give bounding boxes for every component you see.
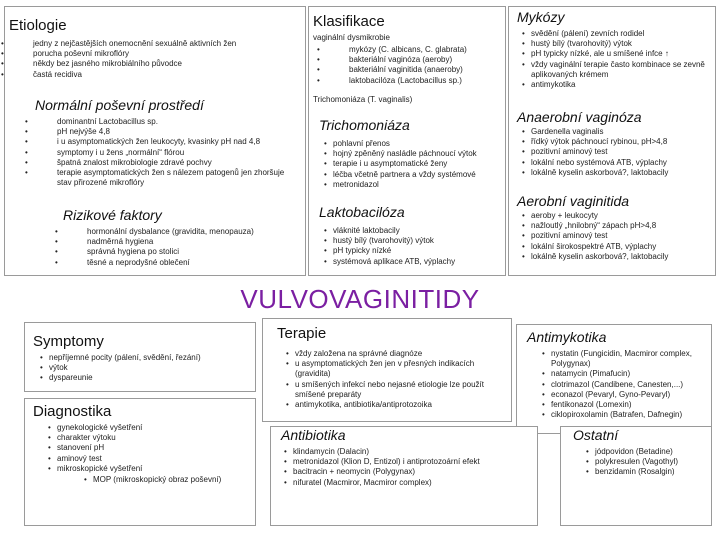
list-item: • dominantní Lactobacillus sp. [57, 117, 297, 127]
klasifikace-tail: Trichomoniáza (T. vaginalis) [313, 95, 413, 104]
list-item: • natamycin (Pimafucin) [551, 369, 709, 379]
list-item: • těsné a neprodyšné oblečení [87, 258, 297, 268]
list-item: • Gardenella vaginalis [531, 127, 713, 137]
list-item: • hojný zpěněný nasládle páchnoucí výtok [333, 149, 503, 159]
list-item: • výtok [49, 363, 254, 373]
list-item: • laktobacilóza (Lactobacillus sp.) [349, 76, 504, 86]
list-item: • správná hygiena po stolici [87, 247, 297, 257]
list-item: • mykózy (C. albicans, C. glabrata) [349, 45, 504, 55]
list-item: • clotrimazol (Candibene, Canesten,...) [551, 380, 709, 390]
list-item: • porucha poševní mikroflóry [33, 49, 303, 59]
list-item: • lokálně kyselin askorbová?, laktobacily [531, 168, 713, 178]
list-item: • terapie asymptomatických žen s nálezem patogenů jen zhoršuje stav přirozené mikroflóry [57, 168, 297, 188]
klasifikace-title: Klasifikace [313, 13, 385, 30]
list-item: • u asymptomatických žen jen v přesných indikacích (gravidita) [295, 359, 505, 379]
list-item: • pozitivní aminový test [531, 147, 713, 157]
list-item: • symptomy i u žens „normální“ flórou [57, 148, 297, 158]
list-item: • lokálně kyselin askorbová?, laktobacily [531, 252, 713, 262]
list-item: • nadměrná hygiena [87, 237, 297, 247]
list-item: • fentikonazol (Lomexin) [551, 400, 709, 410]
list-item: • i u asymptomatických žen leukocyty, kvasinky pH nad 4,8 [57, 137, 297, 147]
symptomy-title: Symptomy [33, 333, 104, 350]
terapie-title: Terapie [277, 325, 327, 342]
list-item: • aminový test [57, 454, 252, 464]
list-item: • vláknité laktobacily [333, 226, 503, 236]
list-item: • špatná znalost mikrobiologie zdravé pochvy [57, 158, 297, 168]
klasifikace-lead: vaginální dysmikrobie [313, 33, 390, 42]
ostatni-list [595, 447, 709, 478]
list-item: • metronidazol (Klion D, Entizol) i antiprotozoární efekt [293, 457, 535, 467]
symptomy-list [49, 353, 254, 384]
etiologie-list [33, 39, 303, 80]
list-item: • nažloutlý „hnilobný“ zápach pH>4,8 [531, 221, 713, 231]
list-item: • někdy bez jasného mikrobiálního původce [33, 59, 303, 69]
list-item: • bakteriální vaginóza (aeroby) [349, 55, 504, 65]
list-item: • nepříjemné pocity (pálení, svědění, řezání) [49, 353, 254, 363]
list-item: • ciklopiroxolamin (Batrafen, Dafnegin) [551, 410, 709, 420]
list-item: • pH nejvýše 4,8 [57, 127, 297, 137]
list-item: • u smíšených infekcí nebo nejasné etiologie lze použít smíšené preparáty [295, 380, 505, 400]
antibiotika-list [293, 447, 535, 488]
symptomy-box [24, 322, 256, 392]
list-item: • MOP (mikroskopický obraz poševní) [93, 475, 253, 485]
antimykotika-box [516, 324, 712, 434]
terapie-list [295, 349, 505, 410]
trich-title: Trichomoniáza [319, 117, 410, 133]
list-item: • vždy založena na správné diagnóze [295, 349, 505, 359]
aer-list [531, 211, 713, 262]
antibiotika-title: Antibiotika [281, 427, 346, 443]
diagnostika-list [57, 423, 252, 474]
ostatni-title: Ostatní [573, 427, 619, 443]
list-item: • polykresulen (Vagothyl) [595, 457, 709, 467]
list-item: • lokální nebo systémová ATB, výplachy [531, 158, 713, 168]
list-item: • nifuratel (Macmiror, Macmiror complex) [293, 478, 535, 488]
list-item: • bacitracin + neomycin (Polygynax) [293, 467, 535, 477]
list-item: • pohlavní přenos [333, 139, 503, 149]
list-item: • antimykotika [531, 80, 713, 90]
list-item: • gynekologické vyšetření [57, 423, 252, 433]
aer-title: Aerobní vaginitida [517, 193, 630, 209]
lakto-list [333, 226, 503, 267]
antimykotika-title: Antimykotika [527, 329, 607, 345]
list-item: • hustý bílý (tvarohovitý) výtok [333, 236, 503, 246]
mykozy-title: Mykózy [517, 9, 565, 25]
list-item: • hormonální dysbalance (gravidita, menopauza) [87, 227, 297, 237]
list-item: • jódpovidon (Betadine) [595, 447, 709, 457]
list-item: • stanovení pH [57, 443, 252, 453]
list-item: • benzidamin (Rosalgin) [595, 467, 709, 477]
list-item: • antimykotika, antibiotika/antiprotozoika [295, 400, 505, 410]
list-item: • metronidazol [333, 180, 503, 190]
list-item: • mikroskopické vyšetření [57, 464, 252, 474]
list-item: • systémová aplikace ATB, výplachy [333, 257, 503, 267]
list-item: • řídký výtok páchnoucí rybinou, pH>4,8 [531, 137, 713, 147]
list-item: • econazol (Pevaryl, Gyno-Pevaryl) [551, 390, 709, 400]
list-item: • lokální širokospektré ATB, výplachy [531, 242, 713, 252]
lakto-title: Laktobacilóza [319, 204, 405, 220]
etiologie-box [4, 6, 306, 276]
anaer-list [531, 127, 713, 178]
list-item: • léčba včetně partnera a vždy systémové [333, 170, 503, 180]
list-item: • charakter výtoku [57, 433, 252, 443]
list-item: • hustý bílý (tvarohovitý) výtok [531, 39, 713, 49]
page-title: VULVOVAGINITIDY [240, 284, 480, 314]
risk-title: Rizikové faktory [63, 207, 162, 223]
antibiotika-box [270, 426, 538, 526]
normal-list [57, 117, 297, 188]
trich-list [333, 139, 503, 190]
list-item: • pozitivní aminový test [531, 231, 713, 241]
antimykotika-list [551, 349, 709, 420]
list-item: • jedny z nejčastějších onemocnění sexuálně aktivních žen [33, 39, 303, 49]
mykozy-box [508, 6, 716, 276]
diagnostika-title: Diagnostika [33, 403, 112, 420]
mykozy-list [531, 29, 713, 90]
list-item: • pH typicky nízké, ale u smíšené infce ↑ [531, 49, 713, 59]
ostatni-box [560, 426, 712, 526]
diagnostika-box [24, 398, 256, 526]
normal-title: Normální poševní prostředí [35, 97, 204, 113]
list-item: • pH typicky nízké [333, 246, 503, 256]
list-item: • dyspareunie [49, 373, 254, 383]
anaer-title: Anaerobní vaginóza [517, 109, 642, 125]
list-item: • vždy vaginální terapie často kombinace se zevně aplikovaných krémem [531, 60, 713, 80]
diagnostika-sublist [93, 475, 253, 485]
list-item: • terapie i u asymptomatické ženy [333, 159, 503, 169]
list-item: • klindamycin (Dalacin) [293, 447, 535, 457]
list-item: • bakteriální vaginitida (anaeroby) [349, 65, 504, 75]
list-item: • svědění (pálení) zevních rodidel [531, 29, 713, 39]
klasifikace-list [349, 45, 504, 86]
list-item: • častá recidiva [33, 70, 303, 80]
risk-list [87, 227, 297, 268]
terapie-box [262, 318, 512, 422]
etiologie-title: Etiologie [9, 17, 67, 34]
list-item: • nystatin (Fungicidin, Macmiror complex, Polygynax) [551, 349, 709, 369]
list-item: • aeroby + leukocyty [531, 211, 713, 221]
klasifikace-box [308, 6, 506, 276]
